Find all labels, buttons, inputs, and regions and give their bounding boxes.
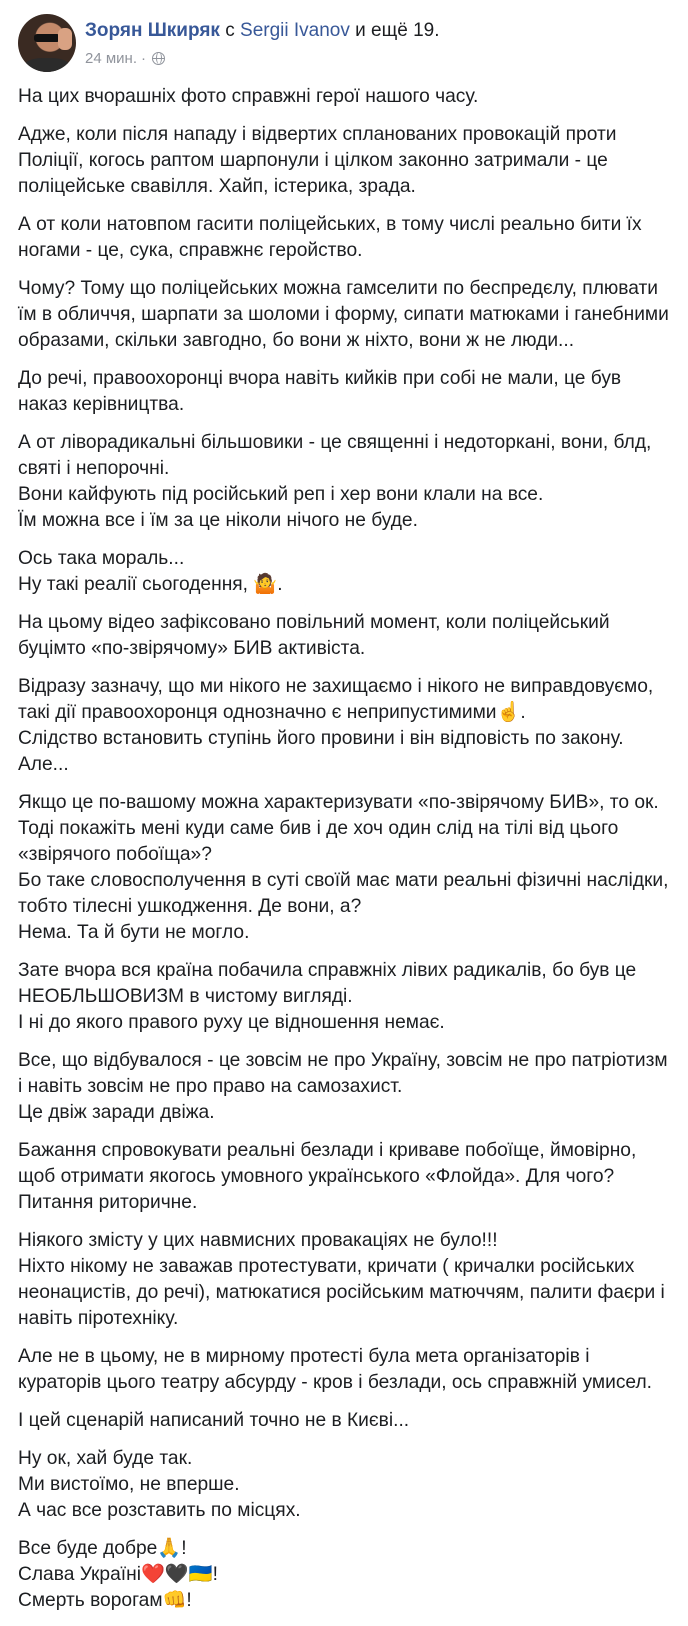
post-line: Смерть ворогам👊!	[18, 1590, 192, 1611]
post-paragraph	[18, 790, 678, 946]
post-line: наказ керівництва.	[18, 394, 185, 415]
post-line: Адже, коли після нападу і відвертих спланованих провокацій проти	[18, 124, 617, 145]
post-line: А от ліворадикальні більшовики - це священні і недоторкані, вони, блд,	[18, 432, 652, 453]
post-paragraph	[18, 1048, 678, 1126]
tagged-others[interactable]: и ещё 19.	[349, 20, 440, 41]
post-line: Бажання спровокувати реальні безлади і криваве побоїще, ймовірно,	[18, 1140, 637, 1161]
post-line: Все, що відбувалося - це зовсім не про Україну, зовсім не про патріотизм	[18, 1050, 668, 1071]
post-line: Поліції, когось раптом шарпонули і цілком законно затримали - це	[18, 150, 608, 171]
post-paragraph	[18, 1228, 678, 1332]
post-line: До речі, правоохоронці вчора навіть кийків при собі не мали, це був	[18, 368, 622, 389]
post-line: кураторів цього театру абсурду - кров і безлади, ось справжній умисел.	[18, 1372, 652, 1393]
post-text	[18, 84, 678, 1626]
post-line: Ніякого змісту у цих навмисних провакаціях не було!!!	[18, 1230, 498, 1251]
author-name[interactable]: Зорян Шкиряк	[85, 20, 220, 41]
post-paragraph	[18, 1536, 678, 1614]
post-paragraph	[18, 1446, 678, 1524]
post-line: Вони кайфують під російський реп і хер вони клали на все.	[18, 484, 544, 505]
tagged-person[interactable]: Sergii Ivanov	[240, 20, 350, 41]
post-line: А от коли натовпом гасити поліцейських, в тому числі реально бити їх	[18, 214, 642, 235]
post-line: Нема. Та й бути не могло.	[18, 922, 250, 943]
post-line: Ніхто нікому не заважав протестувати, кричати ( кричалки російських	[18, 1256, 635, 1277]
post-line: навіть піротехніку.	[18, 1308, 179, 1329]
post-line: Все буде добре🙏!	[18, 1538, 187, 1559]
post-paragraph	[18, 430, 678, 534]
post-line: На цих вчорашніх фото справжні герої нашого часу.	[18, 86, 479, 107]
post-paragraph	[18, 610, 678, 662]
post-paragraph	[18, 546, 678, 598]
post-paragraph	[18, 1138, 678, 1216]
post-line: І ні до якого правого руху це відношення немає.	[18, 1012, 445, 1033]
post-line: І цей сценарій написаний точно не в Києві...	[18, 1410, 410, 1431]
post-line: і навіть зовсім не про право на самозахист.	[18, 1076, 403, 1097]
post-line: такі дії правоохоронця однозначно є неприпустимими☝️.	[18, 702, 526, 723]
post-line: Тоді покажіть мені куди саме бив і де хоч один слід на тілі від цього	[18, 818, 619, 839]
post-paragraph	[18, 212, 678, 264]
post-paragraph	[18, 122, 678, 200]
post-line: Слава Україні❤️🖤🇺🇦!	[18, 1564, 218, 1585]
post-line: Це двіж заради двіжа.	[18, 1102, 215, 1123]
post-line: Якщо це по-вашому можна характеризувати «по-звірячому БИВ», то ок.	[18, 792, 659, 813]
post-line: Зате вчора вся країна побачила справжніх лівих радикалів, бо був це	[18, 960, 637, 981]
post-paragraph	[18, 276, 678, 354]
post-line: тобто тілесні ушкодження. Де вони, а?	[18, 896, 362, 917]
post-paragraph	[18, 674, 678, 778]
post-time[interactable]: 24 мин.	[85, 50, 137, 67]
with-word: с	[219, 20, 241, 41]
post-line: святі і непорочні.	[18, 458, 170, 479]
post-paragraph	[18, 1408, 678, 1434]
post-paragraph	[18, 1344, 678, 1396]
post-line: буцімто «по-звірячому» БИВ активіста.	[18, 638, 366, 659]
post-line: Слідство встановить ступінь його провини і він відповість по закону.	[18, 728, 624, 749]
post-paragraph	[18, 84, 678, 110]
post-line: щоб отримати якогось умовного українського «Флойда». Для чого?	[18, 1166, 615, 1187]
post-meta	[85, 50, 165, 67]
post-line: образами, скільки завгодно, бо вони ж ніхто, вони ж не люди...	[18, 330, 575, 351]
post-line: Ось така мораль...	[18, 548, 185, 569]
post-paragraph	[18, 366, 678, 418]
author-line	[85, 18, 440, 44]
post-line: неонацистів, до речі), матюкатися російським матюччям, палити фаєри і	[18, 1282, 665, 1303]
post-line: Але не в цьому, не в мирному протесті була мета організаторів і	[18, 1346, 590, 1367]
post-header	[18, 14, 678, 74]
post-paragraph	[18, 958, 678, 1036]
post-line: їм в обличчя, шарпати за шоломи і форму, сипати матюками і ганебними	[18, 304, 669, 325]
post-line: А час все розставить по місцях.	[18, 1500, 301, 1521]
globe-icon[interactable]	[152, 52, 165, 65]
post-line: НЕОБЛЬШОВИЗМ в чистому вигляді.	[18, 986, 353, 1007]
post-line: Ми вистоїмо, не вперше.	[18, 1474, 240, 1495]
author-avatar[interactable]	[18, 14, 76, 72]
post-line: Ну ок, хай буде так.	[18, 1448, 193, 1469]
post-line: Відразу зазначу, що ми нікого не захищаємо і нікого не виправдовуємо,	[18, 676, 654, 697]
post-line: Питання риторичне.	[18, 1192, 198, 1213]
meta-separator: ·	[141, 50, 146, 67]
post-line: Їм можна все і їм за це ніколи нічого не буде.	[18, 510, 418, 531]
post-line: Ну такі реалії сьогодення, 🤷.	[18, 574, 283, 595]
post-line: Але...	[18, 754, 69, 775]
post-line: ногами - це, сука, справжнє геройство.	[18, 240, 363, 261]
post-line: поліцейське свавілля. Хайп, істерика, зрада.	[18, 176, 416, 197]
post-line: На цьому відео зафіксовано повільний момент, коли поліцейський	[18, 612, 610, 633]
post-line: Бо таке словосполучення в суті своїй має мати реальні фізичні наслідки,	[18, 870, 669, 891]
post-line: Чому? Тому що поліцейських можна гамселити по беспредєлу, плювати	[18, 278, 659, 299]
post-line: «звірячого побоїща»?	[18, 844, 212, 865]
